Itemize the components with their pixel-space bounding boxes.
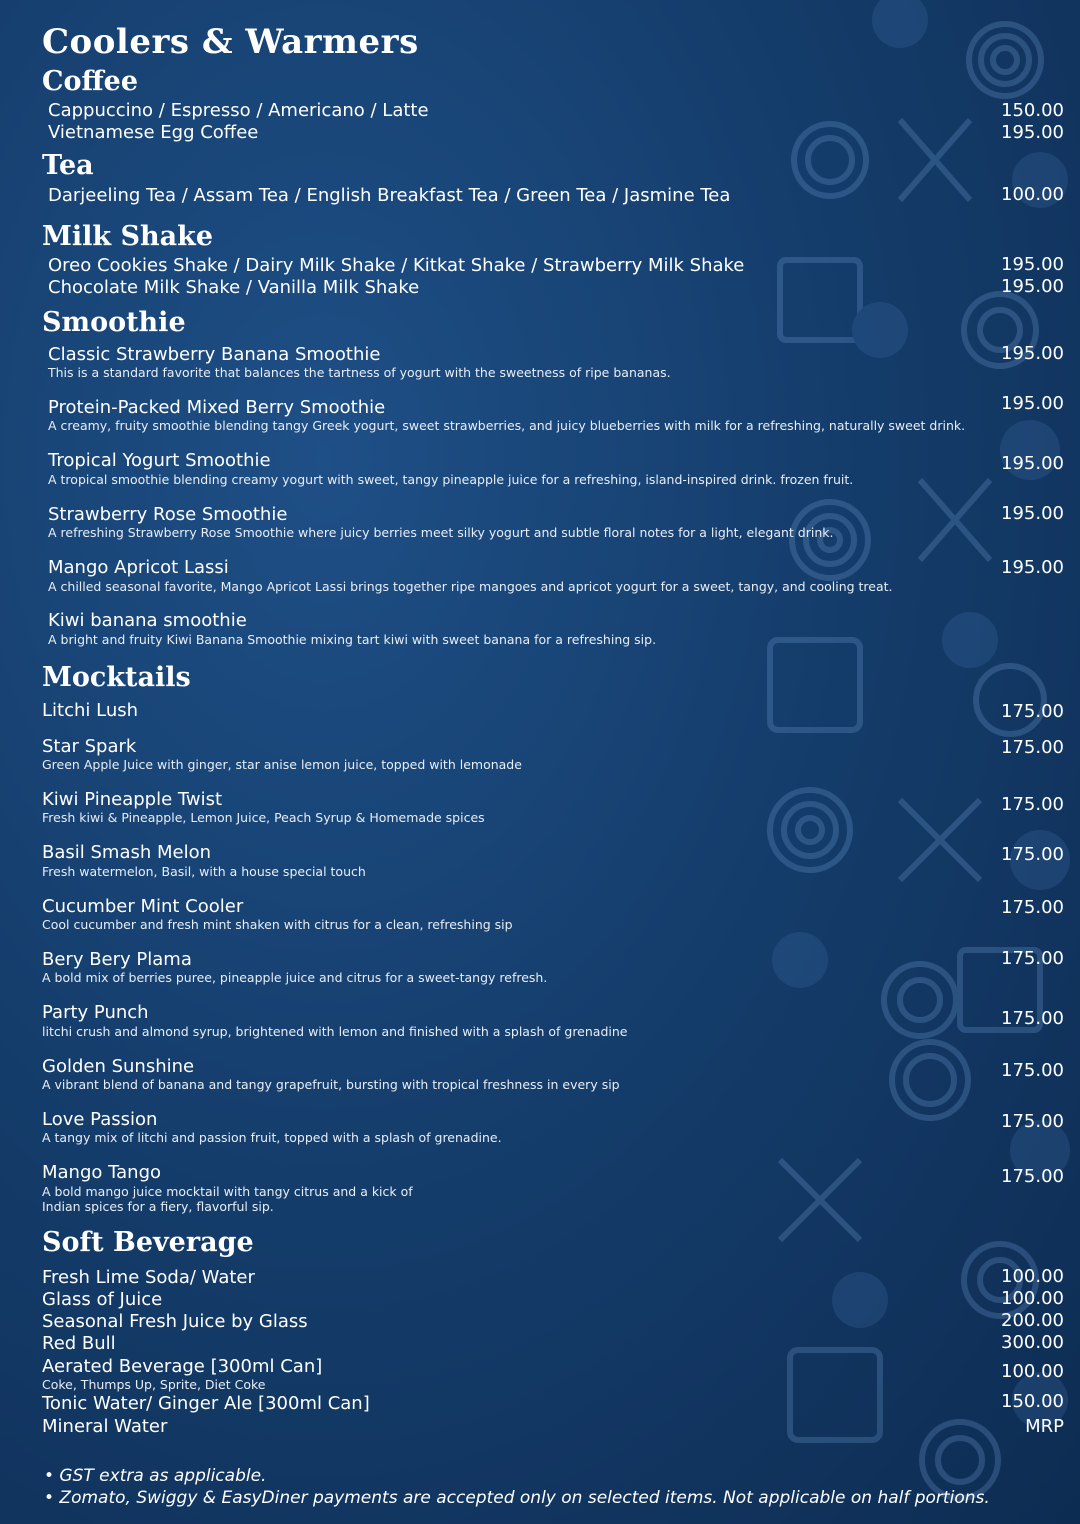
item-price: 195.00: [1001, 557, 1064, 578]
menu-item: Seasonal Fresh Juice by Glass: [42, 1311, 308, 1332]
item-price: 175.00: [1001, 844, 1064, 865]
item-price: 175.00: [1001, 1166, 1064, 1187]
menu-item: Mineral Water: [42, 1416, 168, 1437]
item-description: A vibrant blend of banana and tangy grapefruit, bursting with tropical freshness in every sip: [42, 1077, 620, 1092]
item-price: 175.00: [1001, 1111, 1064, 1132]
item-description: A tangy mix of litchi and passion fruit, topped with a splash of grenadine.: [42, 1130, 502, 1145]
menu-item: Darjeeling Tea / Assam Tea / English Breakfast Tea / Green Tea / Jasmine Tea: [48, 185, 731, 206]
menu-item: Litchi Lush: [42, 700, 139, 721]
menu-item: Oreo Cookies Shake / Dairy Milk Shake / Kitkat Shake / Strawberry Milk Shake: [48, 255, 745, 276]
item-description: A refreshing Strawberry Rose Smoothie where juicy berries meet silky yogurt and subtle floral notes for a light, elegant drink.: [48, 525, 834, 540]
item-price: 200.00: [1001, 1310, 1064, 1331]
menu-item: Vietnamese Egg Coffee: [48, 122, 259, 143]
item-price: 195.00: [1001, 393, 1064, 414]
menu-item: Bery Bery Plama: [42, 949, 192, 970]
menu-item: Party Punch: [42, 1002, 149, 1023]
section-heading-soft-beverage: Soft Beverage: [42, 1227, 254, 1258]
item-description: A chilled seasonal favorite, Mango Apricot Lassi brings together ripe mangoes and apricot yogurt for a sweet, tangy, and cooling treat.: [48, 579, 893, 594]
item-description: Green Apple Juice with ginger, star anise lemon juice, topped with lemonade: [42, 757, 522, 772]
item-description: This is a standard favorite that balances the tartness of yogurt with the sweetness of ripe bananas.: [48, 365, 671, 380]
section-heading-mocktails: Mocktails: [42, 662, 191, 693]
menu-item: Red Bull: [42, 1333, 116, 1354]
item-price: 195.00: [1001, 254, 1064, 275]
item-price: 150.00: [1001, 100, 1064, 121]
menu-item: Mango Tango: [42, 1162, 162, 1183]
menu-item: Golden Sunshine: [42, 1056, 195, 1077]
item-price: 175.00: [1001, 737, 1064, 758]
item-description: Coke, Thumps Up, Sprite, Diet Coke: [42, 1377, 266, 1392]
menu-item: Glass of Juice: [42, 1289, 163, 1310]
menu-item: Aerated Beverage [300ml Can]: [42, 1356, 323, 1377]
item-price: 300.00: [1001, 1332, 1064, 1353]
item-price: 195.00: [1001, 343, 1064, 364]
item-price: 100.00: [1001, 1361, 1064, 1382]
item-description: A bold mix of berries puree, pineapple juice and citrus for a sweet-tangy refresh.: [42, 970, 548, 985]
item-price: 175.00: [1001, 897, 1064, 918]
menu-item: Cappuccino / Espresso / Americano / Latte: [48, 100, 429, 121]
footnote-gst: • GST extra as applicable.: [44, 1466, 267, 1486]
item-price: 195.00: [1001, 276, 1064, 297]
menu-item: Protein-Packed Mixed Berry Smoothie: [48, 397, 386, 418]
item-description: Fresh kiwi & Pineapple, Lemon Juice, Peach Syrup & Homemade spices: [42, 810, 485, 825]
footnote-payments: • Zomato, Swiggy & EasyDiner payments are accepted only on selected items. Not applicable on half portions.: [44, 1488, 990, 1508]
item-description-line-2: Indian spices for a fiery, flavorful sip.: [42, 1199, 274, 1214]
item-price: 175.00: [1001, 948, 1064, 969]
section-heading-coffee: Coffee: [42, 66, 139, 97]
item-description: Cool cucumber and fresh mint shaken with citrus for a clean, refreshing sip: [42, 917, 513, 932]
item-price: 100.00: [1001, 1266, 1064, 1287]
item-price: 100.00: [1001, 184, 1064, 205]
item-description: A creamy, fruity smoothie blending tangy Greek yogurt, sweet strawberries, and juicy blueberries with milk for a refreshing, naturally sweet drink.: [48, 418, 966, 433]
item-price: 175.00: [1001, 794, 1064, 815]
item-description: A bright and fruity Kiwi Banana Smoothie mixing tart kiwi with sweet banana for a refreshing sip.: [48, 632, 657, 647]
menu-item: Love Passion: [42, 1109, 158, 1130]
menu-item: Star Spark: [42, 736, 137, 757]
menu-item: Kiwi banana smoothie: [48, 610, 247, 631]
menu-item: Classic Strawberry Banana Smoothie: [48, 344, 381, 365]
item-price: 195.00: [1001, 503, 1064, 524]
menu-item: Tonic Water/ Ginger Ale [300ml Can]: [42, 1393, 370, 1414]
item-description: A tropical smoothie blending creamy yogurt with sweet, tangy pineapple juice for a refreshing, island-inspired drink. frozen fruit.: [48, 472, 854, 487]
section-heading-smoothie: Smoothie: [42, 307, 186, 338]
item-price: 195.00: [1001, 122, 1064, 143]
menu-item: Mango Apricot Lassi: [48, 557, 229, 578]
item-price: 195.00: [1001, 453, 1064, 474]
item-price: MRP: [1025, 1416, 1064, 1437]
menu-item: Basil Smash Melon: [42, 842, 212, 863]
section-heading-milkshake: Milk Shake: [42, 221, 214, 252]
item-price: 175.00: [1001, 1060, 1064, 1081]
item-price: 175.00: [1001, 1008, 1064, 1029]
section-heading-tea: Tea: [42, 150, 94, 181]
item-price: 100.00: [1001, 1288, 1064, 1309]
menu-item: Tropical Yogurt Smoothie: [48, 450, 271, 471]
item-description: litchi crush and almond syrup, brightened with lemon and finished with a splash of grenadine: [42, 1024, 628, 1039]
page-title: Coolers & Warmers: [42, 22, 419, 62]
item-description: Fresh watermelon, Basil, with a house special touch: [42, 864, 366, 879]
menu-item: Cucumber Mint Cooler: [42, 896, 244, 917]
menu-item: Strawberry Rose Smoothie: [48, 504, 288, 525]
menu-item: Chocolate Milk Shake / Vanilla Milk Shake: [48, 277, 420, 298]
menu-item: Kiwi Pineapple Twist: [42, 789, 223, 810]
menu-item: Fresh Lime Soda/ Water: [42, 1267, 255, 1288]
item-price: 175.00: [1001, 701, 1064, 722]
item-price: 150.00: [1001, 1391, 1064, 1412]
item-description: A bold mango juice mocktail with tangy citrus and a kick of: [42, 1184, 413, 1199]
